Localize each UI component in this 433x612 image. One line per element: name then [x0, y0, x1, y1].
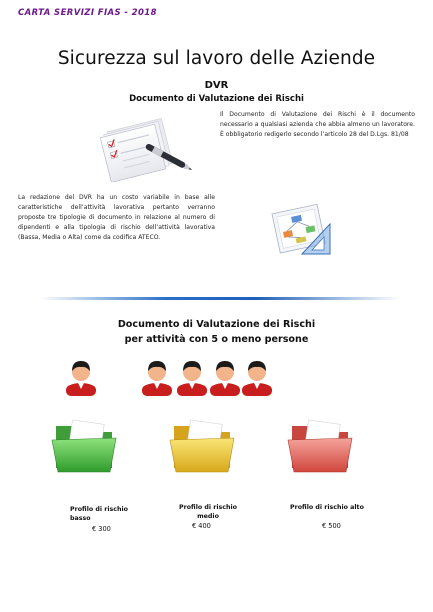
- tier-label-high: [290, 503, 380, 512]
- person-icon: [140, 356, 174, 396]
- folder-icon-yellow: [168, 414, 238, 476]
- person-icon: [208, 356, 242, 396]
- document-pen-icon: [92, 114, 196, 182]
- pricing-title-line1: Documento di Valutazione dei Rischi: [117, 319, 316, 330]
- person-icon: [64, 356, 98, 396]
- tier-label-high-line1: Profilo di rischio alto: [290, 504, 364, 511]
- tier-price-high: € 500: [322, 522, 341, 530]
- section-heading-dvr: DVR: [204, 80, 229, 91]
- folder-icon-red: [286, 414, 356, 476]
- tier-price-low: € 300: [92, 525, 111, 533]
- tier-label-low-line1: Profilo di rischio: [70, 506, 128, 513]
- page-header: CARTA SERVIZI FIAS - 2018: [18, 8, 157, 18]
- page-title: Sicurezza sul lavoro delle Aziende: [57, 48, 376, 69]
- tier-label-medium-line1: Profilo di rischio: [179, 504, 237, 511]
- pricing-title-line2: per attività con 5 o meno persone: [124, 334, 309, 345]
- dvr-description: Il Documento di Valutazione dei Rischi è il documento necessario a qualsiasi azienda che abbia almeno un lavoratore. È obbligatorio redigerlo secondo l’articolo 28 del D.Lgs. 81/08: [220, 111, 415, 139]
- dvr-cost-description: La redazione del DVR ha un costo variabile in base alle caratteristiche dell’attività lavorativa pertanto verranno proposte tre tipologie di documento in relazione al numero di dipendenti e alla tipologia di rischio dell’attività lavorativa (Bassa, Media o Alta) come da codifica ATECO.: [18, 194, 215, 242]
- diagram-ruler-icon: [268, 200, 336, 260]
- tier-price-medium: € 400: [192, 522, 211, 530]
- tier-label-medium-line2: medio: [197, 513, 219, 520]
- person-icon: [240, 356, 274, 396]
- tier-label-low: [70, 505, 150, 523]
- tier-label-medium: [168, 503, 248, 521]
- person-icon: [175, 356, 209, 396]
- folder-icon-green: [50, 414, 120, 476]
- tier-label-low-line2: basso: [70, 515, 91, 522]
- section-subheading: Documento di Valutazione dei Rischi: [129, 94, 304, 104]
- section-divider: [40, 297, 400, 300]
